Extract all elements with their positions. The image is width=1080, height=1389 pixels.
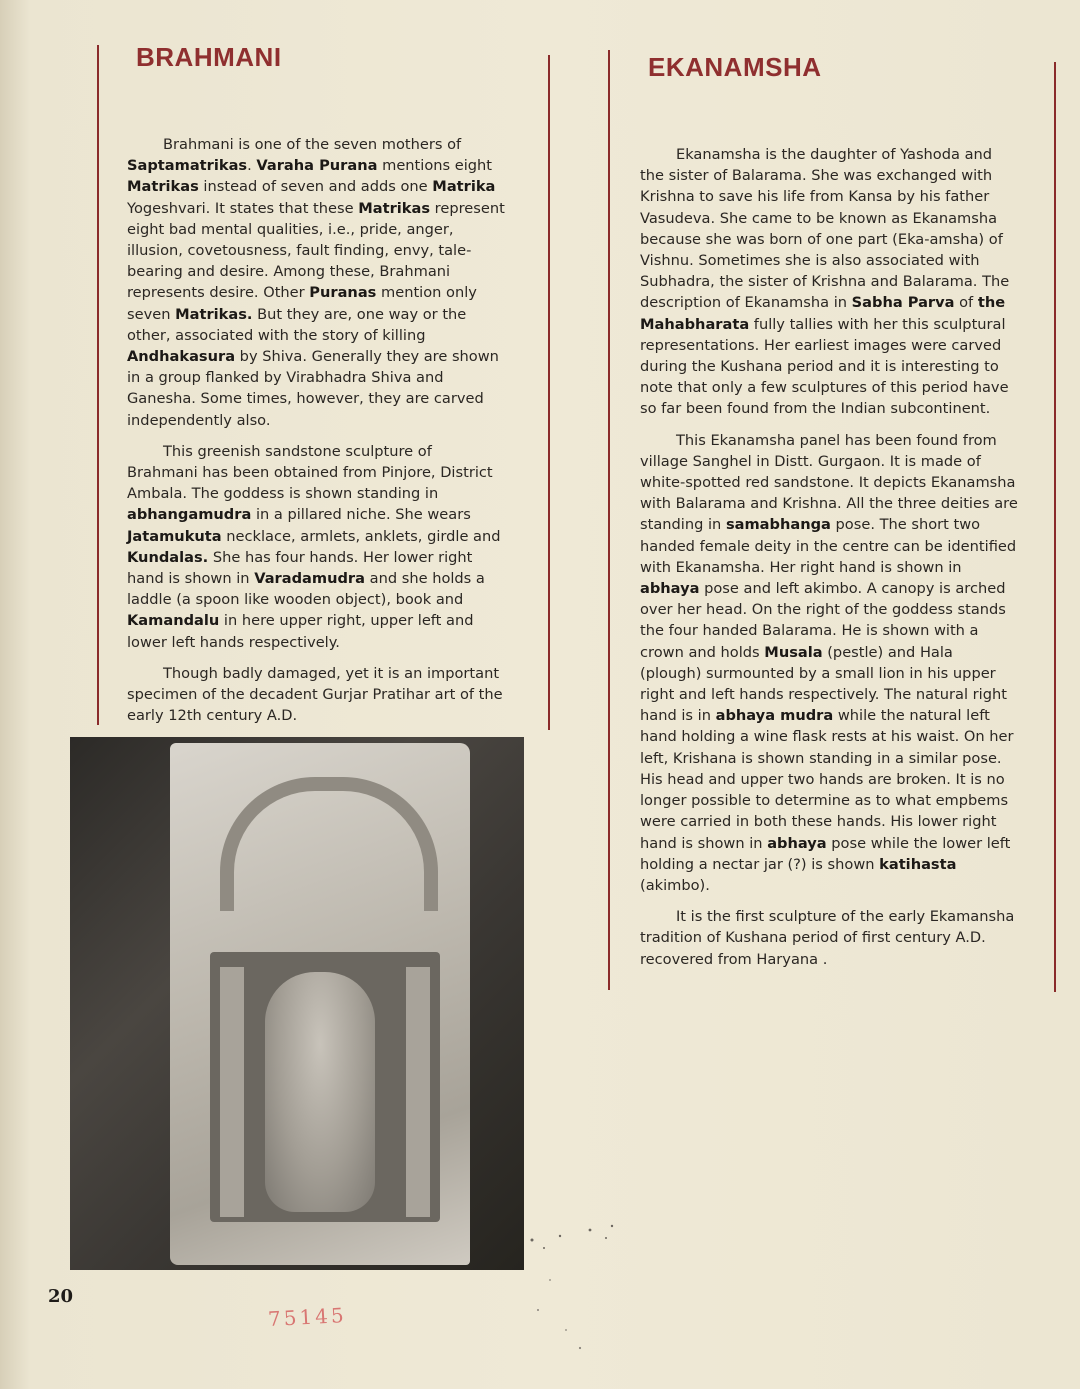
bold-term: Andhakasura	[127, 348, 236, 366]
bold-term: Matrikas	[127, 178, 199, 196]
ekanamsha-heading: EKANAMSHA	[648, 52, 822, 82]
text-run: by Shiva. Generally they are shown in a group flanked by Virabhadra Shiva and Ganesha. Some times, however, they are carved independently also.	[127, 348, 499, 429]
text-run: She has four hands. Her lower right hand is shown in	[127, 548, 473, 588]
right-column-rule-left	[608, 50, 610, 990]
text-run: instead of seven and adds one	[198, 178, 433, 196]
bold-term: the Mahabharata	[640, 294, 1006, 333]
brahmani-sculpture-photo	[70, 737, 524, 1270]
text-run: mention only seven	[127, 284, 477, 323]
left-column-rule-left	[97, 45, 99, 725]
bold-term: katihasta	[879, 855, 957, 873]
text-run: Brahmani is one of the seven mothers of	[163, 136, 462, 153]
bold-term: abhangamudra	[127, 506, 252, 524]
text-run: Ekanamsha is the daughter of Yashoda and the sister of Balarama. She was exchanged with Krishna to save his life from Kansa by his father Vasudeva. She came to be known as Ekanamsha because she was born of one part (Eka-amsha) of Vishnu. Sometimes she is also associated with Subhadra, the sister of Krishna and Balarama. The description of Ekanamsha in	[640, 146, 1010, 312]
library-stamp: 75145	[267, 1302, 348, 1332]
text-run: .	[247, 157, 257, 175]
ekanamsha-paragraph	[640, 906, 1018, 970]
ekanamsha-text-column	[640, 144, 1018, 980]
brahmani-paragraph	[127, 441, 507, 653]
bold-term: Matrikas.	[175, 305, 253, 323]
brahmani-paragraph	[127, 134, 507, 431]
text-run: pose and left akimbo. A canopy is arched over her head. On the right of the goddess stands the four handed Balarama. He is shown with a crown and holds	[640, 580, 1006, 661]
niche-pillar-right	[406, 967, 430, 1217]
bold-term: Puranas	[309, 284, 377, 302]
bold-term: Saptamatrikas	[127, 157, 248, 175]
bold-term: Varadamudra	[254, 570, 365, 588]
text-run: (pestle) and Hala (plough) surmounted by a small lion in his upper right and left hands respectively. The natural right hand is in	[640, 643, 1007, 725]
text-run: in a pillared niche. She wears	[251, 506, 471, 524]
page-number: 20	[48, 1286, 74, 1307]
text-run: while the natural left hand holding a wine flask rests at his waist. On her left, Krishana is shown standing in a similar pose. His head and upper two hands are broken. It is no longer possible to determine as to what empbems were carried in both these hands. His lower right hand is shown in	[640, 707, 1014, 852]
bold-term: Kamandalu	[127, 612, 220, 630]
goddess-figure	[265, 972, 375, 1212]
bold-term: samabhanga	[725, 516, 831, 534]
text-run: of	[954, 294, 978, 312]
text-run: in here upper right, upper left and lower left hands respectively.	[127, 612, 474, 651]
brahmani-paragraph	[127, 663, 507, 727]
niche-pillar-left	[220, 967, 244, 1217]
paper-specks	[520, 1220, 630, 1360]
right-column-rule-right	[1054, 62, 1056, 992]
text-run: This Ekanamsha panel has been found from village Sanghel in Distt. Gurgaon. It is made of white-spotted red sandstone. It depicts Ekanamsha with Balarama and Krishna. All the three deities are standing in	[640, 431, 1018, 534]
bold-term: Musala	[764, 643, 823, 661]
bold-term: abhaya	[640, 580, 700, 598]
text-run: But they are, one way or the other, associated with the story of killing	[127, 305, 467, 344]
bold-term: abhaya mudra	[715, 707, 834, 725]
bold-term: Matrikas	[358, 199, 431, 217]
text-run: Yogeshvari. It states that these	[127, 199, 359, 217]
bold-term: Kundalas.	[127, 548, 209, 566]
ekanamsha-paragraph	[640, 430, 1018, 896]
ekanamsha-paragraph	[640, 144, 1018, 420]
text-run: pose. The short two handed female deity in the centre can be identified with Ekanamsha. Her right hand is shown in	[640, 516, 1017, 576]
text-run: represent eight bad mental qualities, i.e., pride, anger, illusion, covetousness, fault finding, envy, tale-bearing and desire. Among these, Brahmani represents desire. Other	[127, 199, 505, 302]
text-run: and she holds a laddle (a spoon like wooden object), book and	[127, 570, 485, 609]
brahmani-text-column	[127, 134, 507, 736]
text-run: fully tallies with her this sculptural representations. Her earliest images were carved during the Kushana period and it is interesting to note that only a few sculptures of this period have so far been found from the Indian subcontinent.	[640, 315, 1009, 418]
text-run: pose while the lower left holding a nectar jar (?) is shown	[640, 834, 1011, 873]
text-run: It is the first sculpture of the early Ekamansha tradition of Kushana period of first century A.D. recovered from Haryana .	[640, 908, 1015, 968]
text-run: (akimbo).	[640, 876, 710, 894]
bold-term: Matrika	[432, 178, 496, 196]
bold-term: abhaya	[767, 834, 827, 852]
text-run: mentions eight	[377, 157, 493, 175]
text-run: Though badly damaged, yet it is an important specimen of the decadent Gurjar Pratihar art of the early 12th century A.D.	[127, 664, 503, 725]
bold-term: Sabha Parva	[851, 294, 955, 312]
brahmani-heading: BRAHMANI	[136, 42, 282, 72]
text-run: necklace, armlets, anklets, girdle and	[221, 527, 501, 545]
bold-term: Jatamukuta	[127, 527, 222, 545]
text-run: This greenish sandstone sculpture of Brahmani has been obtained from Pinjore, District Ambala. The goddess is shown standing in	[127, 442, 493, 503]
left-column-rule-right	[548, 55, 550, 730]
bold-term: Varaha Purana	[256, 157, 378, 175]
